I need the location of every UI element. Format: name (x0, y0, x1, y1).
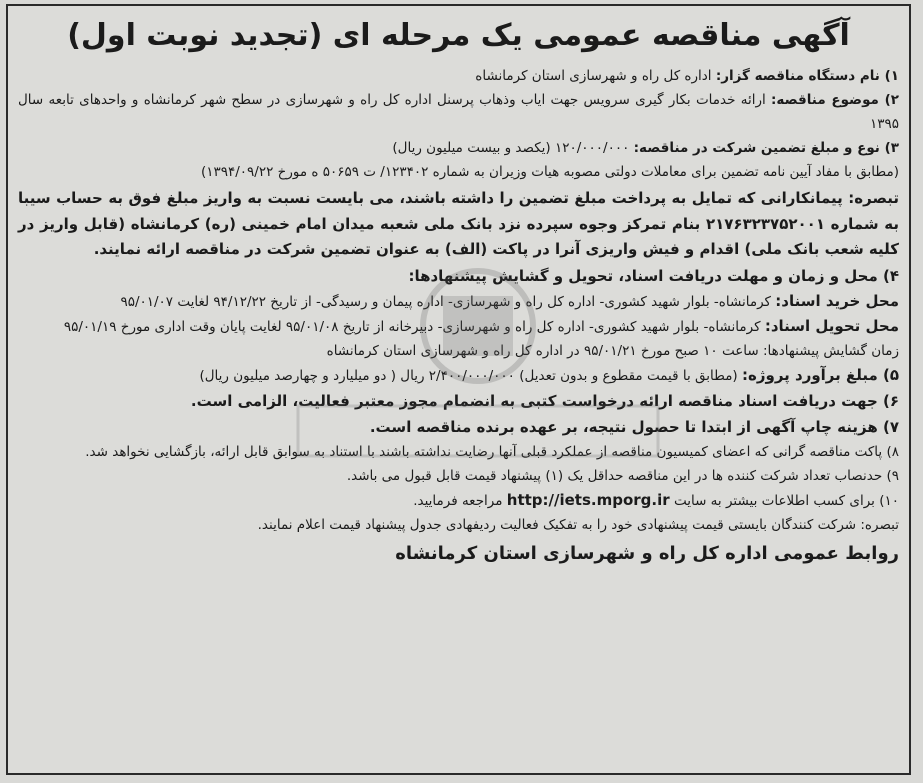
item-9: ۹) حدنصاب تعداد شرکت کننده ها در این مناقصه حداقل یک (۱) پیشنهاد قیمت قابل قبول می باشد. (346, 467, 899, 484)
item-2 (18, 88, 899, 136)
item-3-note: (مطابق با مفاد آیین نامه تضمین برای معاملات دولتی مصوبه هیات وزیران به شماره ۱۲۳۴۰۲/ ت ۵۰۶۵۹ ه مورخ ۱۳۹۴/۰۹/۲۲) (200, 164, 899, 180)
tahvil-value: کرمانشاه- بلوار شهید کشوری- اداره کل راه و شهرسازی- دبیرخانه از تاریخ ۹۵/۰۱/۰۸ لغایت پایان وقت اداری مورخ ۹۵/۰۱/۱۹ (63, 318, 761, 335)
notice-frame (6, 4, 911, 775)
item-1-label: ۱) نام دستگاه مناقصه گزار: (715, 68, 899, 84)
tahvil-label: محل تحویل اسناد: (764, 316, 899, 335)
tabsare-paragraph: تبصره: پیمانکارانی که تمایل به پرداخت مبلغ تضمین را داشته باشند، می بایست نسبت به واریز مبلغ فوق به حساب سیبا به شماره ۲۱۷۶۳۲۳۷۵۲۰۰۱ بنام تمرکز وجوه سپرده نزد بانک ملی شعبه میدان امام خمینی (ره) کرمانشاه (قابل واریز در کلیه شعب بانک ملی) اقدام و فیش واریزی آنرا در پاکت (الف) به عنوان تضمین شرکت در مناقصه ارائه نمایند. (18, 189, 900, 258)
item-1 (18, 64, 899, 88)
item-1-value: اداره کل راه و شهرسازی استان کرمانشاه (475, 68, 712, 84)
item-2-label: ۲) موضوع مناقصه: (771, 92, 900, 108)
item-8: ۸) پاکت مناقصه گرانی که اعضای کمیسیون مناقصه از عملکرد قبلی آنها رضایت نداشته باشند با استناد به سوابق قابل ارائه، بازگشایی نخواهد شد. (85, 443, 899, 460)
item-3-value: ۱۲۰/۰۰۰/۰۰۰ (یکصد و بیست میلیون ریال) (392, 140, 630, 156)
tabsare-2: تبصره: شرکت کنندگان بایستی قیمت پیشنهادی خود را به تفکیک فعالیت ردیفهادی جدول پیشنهاد قیمت اعلام نمایند. (257, 516, 899, 533)
item-3-label: ۳) نوع و مبلغ تضمین شرکت در مناقصه: (633, 140, 899, 156)
kharid-label: محل خرید اسناد: (775, 291, 899, 310)
website-link[interactable]: http://iets.mporg.ir (506, 490, 670, 509)
goshayesh-time: زمان گشایش پیشنهادها: ساعت ۱۰ صبح مورخ ۹۵/۰۱/۲۱ در اداره کل راه و شهرسازی استان کرمانشاه (326, 342, 899, 359)
item-5-label: ۵) مبلغ برآورد پروژه: (742, 365, 899, 384)
item-7: ۷) هزینه چاپ آگهی از ابتدا تا حصول نتیجه، بر عهده برنده مناقصه است. (369, 417, 899, 436)
item-3 (18, 136, 899, 160)
item-10 (18, 488, 899, 513)
kharid-value: کرمانشاه- بلوار شهید کشوری- اداره کل راه و شهرسازی- اداره پیمان و رسیدگی- از تاریخ ۹۴/۱۲/۲۲ لغایت ۹۵/۰۱/۰۷ (120, 293, 771, 310)
notice-title: آگهی مناقصه عمومی یک مرحله ای (تجدید نوبت اول) (67, 18, 850, 53)
item-10-text-b: مراجعه فرمایید. (413, 492, 503, 509)
tahvil-asnad (18, 314, 899, 339)
item-5 (18, 363, 899, 388)
item-2-value: ارائه خدمات بکار گیری سرویس جهت ایاب وذهاب پرسنل اداره کل راه و شهرسازی در سطح شهر کرمانشاه و واحدهای تابعه سال ۱۳۹۵ (18, 92, 899, 132)
item-6: ۶) جهت دریافت اسناد مناقصه ارائه درخواست کتبی به انضمام مجوز معتبر فعالیت، الزامی است. (190, 391, 899, 410)
item-4-heading: ۴) محل و زمان و مهلت دریافت اسناد، تحویل و گشایش پیشنهادها: (408, 266, 899, 285)
item-10-text-a: ۱۰) برای کسب اطلاعات بیشتر به سایت (673, 492, 899, 509)
public-relations-signature: روابط عمومی اداره کل راه و شهرسازی استان کرمانشاه (395, 542, 899, 564)
item-5-value: (مطابق با قیمت مقطوع و بدون تعدیل) ۲/۴۰۰/۰۰۰/۰۰۰ ریال ( دو میلیارد و چهارصد میلیون ریال) (199, 367, 738, 384)
kharid-asnad (18, 289, 899, 314)
